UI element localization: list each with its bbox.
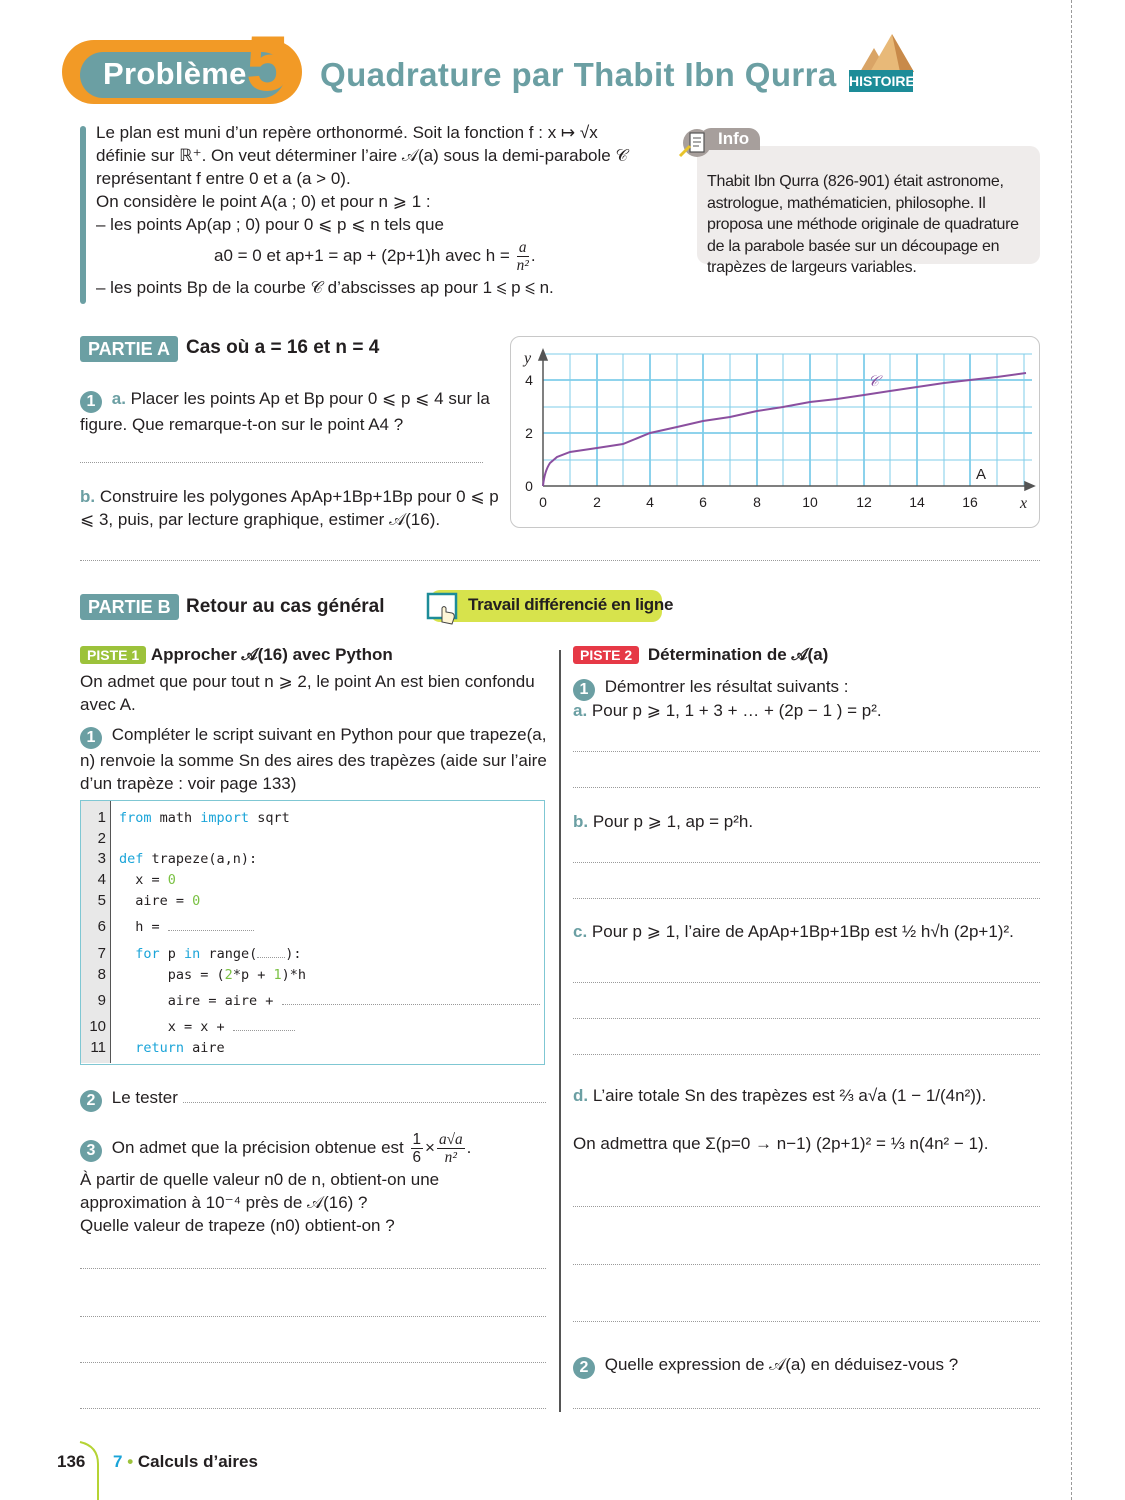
svg-text:4: 4: [525, 372, 533, 388]
question-number-badge: 2: [573, 1357, 595, 1379]
scroll-pencil-icon: [678, 128, 714, 158]
piste-2-badge: PISTE 2: [573, 646, 639, 664]
piste-2-question-1: [573, 675, 849, 701]
line-number: 9: [97, 992, 106, 1009]
answer-line[interactable]: [573, 1206, 1040, 1207]
item-text: L’aire totale Sn des trapèzes est ⅔ a√a (1 − 1/(4n²)).: [592, 1086, 987, 1105]
piste-1-question-3: 3 On admet que la précision obtenue est $\frac{1}{6}$ × $\frac{a√a}{\text{n²}}$ .: [80, 1125, 550, 1171]
line-number: 10: [89, 1018, 106, 1035]
question-text: On admet que la précision obtenue est: [111, 1138, 404, 1157]
partie-b-badge: PARTIE B: [80, 594, 179, 620]
formula-text: a0 = 0 et ap+1 = ap + (2p+1)h avec h =: [214, 246, 510, 265]
line-number: 5: [97, 892, 106, 909]
svg-text:8: 8: [753, 494, 761, 510]
question-text: Démontrer les résultat suivants :: [604, 677, 849, 696]
code-line-8: pas = (2*p + 1)*h: [119, 967, 306, 983]
partie-a-badge: PARTIE A: [80, 336, 178, 362]
svg-text:12: 12: [856, 494, 872, 510]
axes: [539, 350, 1034, 490]
code-line-11: return aire: [135, 1040, 225, 1056]
intro-line: – les points Ap(ap ; 0) pour 0 ⩽ p ⩽ n tels que: [96, 215, 444, 234]
piste-2-item-d: [573, 1084, 1043, 1107]
intro-text: [96, 121, 666, 299]
code-line-5: aire = 0: [119, 893, 201, 909]
intro-line: – les points Bp de la courbe 𝒞 d’abscisses ap pour 1 ⩽ p ⩽ n.: [96, 278, 554, 297]
chapter-name: Calculs d’aires: [137, 1452, 258, 1471]
code-line-6: h =: [119, 919, 254, 935]
fraction: $\frac{a}{\text{n²}}$: [516, 239, 529, 274]
piste-1-question-3-text: Quelle valeur de trapeze (n0) obtient-on ?: [80, 1216, 395, 1235]
fraction: $\frac{a√a}{\text{n²}}$: [438, 1131, 463, 1166]
intro-line: représentant f entre 0 et a (a > 0).: [96, 169, 351, 188]
page-number: 136: [57, 1452, 86, 1471]
code-line-9: aire = aire +: [119, 993, 540, 1009]
item-text: Pour p ⩾ 1, 1 + 3 + … + (2p − 1 ) = p².: [591, 701, 882, 720]
line-number: 4: [97, 871, 106, 888]
problem-label: Problème: [103, 56, 247, 91]
question-text: Placer les points Ap et Bp pour 0 ⩽ p ⩽ 4 sur la figure. Que remarque-t-on sur le point A4 ?: [80, 389, 490, 434]
intro-line: On considère le point A(a ; 0) et pour n ⩾ 1 :: [96, 192, 431, 211]
answer-line[interactable]: [80, 1408, 546, 1409]
line-number: 3: [97, 850, 106, 867]
question-number-badge: 3: [80, 1140, 102, 1162]
piste-1-badge: PISTE 1: [80, 646, 146, 664]
code-line-1: from math import sqrt: [119, 810, 290, 826]
svg-text:2: 2: [593, 494, 601, 510]
answer-line[interactable]: [573, 751, 1040, 752]
fraction: $\frac{1}{6}$: [412, 1131, 422, 1166]
hand-pointer-icon: [426, 592, 464, 626]
piste-1-question-3-text: À partir de quelle valeur n0 de n, obtient-on une approximation à 10⁻⁴ près de 𝒜(16) ?: [80, 1170, 440, 1212]
page-margin-line: [1071, 0, 1072, 1500]
line-number: 6: [97, 918, 106, 935]
info-label: Info: [718, 129, 750, 148]
answer-line[interactable]: [573, 787, 1040, 788]
column-divider: [559, 650, 561, 1412]
partie-b-title: Retour au cas général: [186, 596, 385, 617]
question-text: Le tester: [111, 1088, 178, 1107]
piste-2-item-d-note: On admettra que Σ(p=0 → n−1) (2p+1)² = ⅓ n(4n² − 1).: [573, 1134, 989, 1153]
item-letter: a.: [573, 701, 588, 720]
svg-text:x: x: [1020, 495, 1028, 512]
item-letter: c.: [573, 922, 588, 941]
question-text: Quelle expression de 𝒜(a) en déduisez-vous ?: [604, 1355, 959, 1374]
item-letter: b.: [573, 812, 589, 831]
svg-text:0: 0: [525, 478, 533, 494]
piste-2-item-a: [573, 699, 882, 722]
svg-text:14: 14: [909, 494, 925, 510]
line-number: 11: [90, 1039, 106, 1056]
info-text: Thabit Ibn Qurra (826-901) était astronome, astrologue, mathématicien, philosophe. Il proposa une méthode originale de quadrature de la parabole basée sur un découpage en trapèzes de largeurs variables.: [707, 173, 1019, 276]
svg-text:y: y: [524, 350, 532, 367]
code-line-10: x = x +: [119, 1019, 295, 1035]
question-letter: b.: [80, 487, 96, 506]
question-number-badge: 2: [80, 1090, 102, 1112]
sqrt-chart: [510, 336, 1040, 528]
svg-text:10: 10: [802, 494, 818, 510]
answer-line[interactable]: [80, 1268, 546, 1269]
answer-line[interactable]: [573, 1054, 1040, 1055]
code-line-4: x = 0: [119, 872, 176, 888]
code-blank[interactable]: [282, 993, 540, 1005]
question-number-badge: 1: [573, 679, 595, 701]
question-1b: [80, 485, 500, 531]
chapter-title: [113, 1452, 258, 1472]
item-letter: d.: [573, 1086, 589, 1105]
line-number: 1: [97, 809, 106, 826]
piste-1-question-1: [80, 723, 552, 795]
svg-text:0: 0: [539, 494, 547, 510]
svg-text:16: 16: [962, 494, 978, 510]
item-text: Pour p ⩾ 1, ap = p²h.: [592, 812, 754, 831]
tick-labels: [525, 372, 978, 510]
answer-line[interactable]: [80, 462, 483, 463]
online-work-label[interactable]: Travail différencié en ligne: [468, 595, 674, 614]
piste-1-intro: On admet que pour tout n ⩾ 2, le point An est bien confondu avec A.: [80, 672, 535, 714]
answer-line[interactable]: [573, 1408, 1040, 1409]
svg-text:𝒞: 𝒞: [868, 374, 879, 390]
code-line-7: for p in range( ):: [135, 946, 302, 962]
chapter-separator: •: [127, 1452, 134, 1471]
partie-a-title: Cas où a = 16 et n = 4: [186, 337, 380, 358]
line-number: 2: [97, 830, 106, 847]
answer-line[interactable]: [80, 1316, 546, 1317]
answer-line[interactable]: [573, 1018, 1040, 1019]
piste-1-question-2: [80, 1086, 178, 1112]
svg-text:6: 6: [699, 494, 707, 510]
answer-line[interactable]: [573, 1264, 1040, 1265]
piste-2-question-2: [573, 1353, 958, 1379]
question-number-badge: 1: [80, 391, 102, 413]
line-number: 8: [97, 966, 106, 983]
intro-line: définie sur ℝ⁺. On veut déterminer l’aire 𝒜(a) sous la demi-parabole 𝒞: [96, 146, 628, 165]
question-text: Construire les polygones ApAp+1Bp+1Bp pour 0 ⩽ p ⩽ 3, puis, par lecture graphique, estimer 𝒜(16).: [80, 487, 499, 529]
answer-line[interactable]: [573, 982, 1040, 983]
answer-line[interactable]: [573, 862, 1040, 863]
item-text: Pour p ⩾ 1, l’aire de ApAp+1Bp+1Bp est ½ h√h (2p+1)².: [591, 922, 1014, 941]
svg-text:2: 2: [525, 425, 533, 441]
code-line-3: def trapeze(a,n):: [119, 851, 258, 867]
chapter-number: 7: [113, 1452, 123, 1471]
code-blank[interactable]: [168, 919, 254, 931]
question-1a: [80, 387, 490, 436]
question-text: Compléter le script suivant en Python pour que trapeze(a, n) renvoie la somme Sn des aires des trapèzes (aide sur l’aire d’un trapèze : voir page 133): [80, 725, 547, 793]
question-number-badge: 1: [80, 727, 102, 749]
code-blank[interactable]: [257, 946, 285, 958]
code-blank[interactable]: [233, 1019, 295, 1031]
svg-text:A: A: [976, 466, 987, 483]
pyramid-icon: [852, 34, 914, 72]
grid: [543, 354, 1032, 486]
problem-number: 5: [246, 19, 290, 107]
piste-2-title: Détermination de 𝒜(a): [647, 645, 829, 664]
question-letter: a.: [111, 389, 126, 408]
curve-c: [543, 373, 1026, 486]
line-number: 7: [97, 945, 106, 962]
piste-1-title: Approcher 𝒜(16) avec Python: [150, 645, 393, 664]
intro-line: Le plan est muni d’un repère orthonormé. Soit la fonction f : x ↦ √x: [96, 123, 598, 142]
piste-2-item-b: [573, 810, 753, 833]
piste-1-header: [80, 645, 393, 665]
answer-line[interactable]: [80, 560, 1040, 561]
answer-line[interactable]: [80, 1362, 546, 1363]
page-title: Quadrature par Thabit Ibn Qurra: [320, 56, 837, 93]
answer-line[interactable]: [183, 1102, 546, 1103]
piste-2-item-c: [573, 920, 1014, 943]
answer-line[interactable]: [573, 898, 1040, 899]
histoire-badge: HISTOIRE: [849, 70, 913, 92]
piste-2-header: [573, 645, 828, 665]
svg-text:4: 4: [646, 494, 654, 510]
intro-formula: a0 = 0 et ap+1 = ap + (2p+1)h avec h = $\frac{a}{\text{n²}}$ .: [214, 239, 536, 274]
answer-line[interactable]: [573, 1321, 1040, 1322]
intro-accent-bar: [80, 126, 86, 304]
